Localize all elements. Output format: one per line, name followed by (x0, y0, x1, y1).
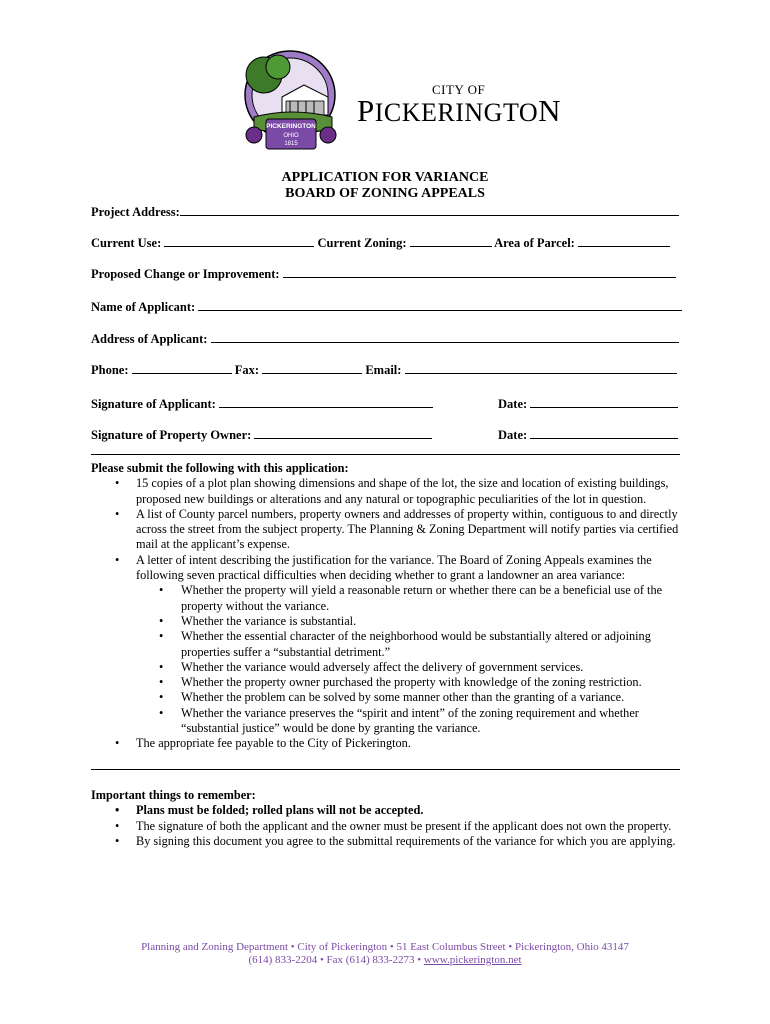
city-seal-graphic (232, 45, 362, 155)
list-item-text: The appropriate fee payable to the City of Pickerington. (136, 736, 411, 751)
list-item (91, 553, 681, 737)
phone-label: Phone: (91, 363, 129, 377)
list-item (91, 834, 681, 849)
sub-list-item-text: Whether the variance preserves the “spirit and intent” of the zoning requirement and whether “substantial justice” would be done by granting the variance. (181, 705, 639, 736)
city-name-wordmark (357, 93, 561, 129)
city-name-final: N (538, 93, 562, 128)
applicant-name-row (91, 298, 682, 315)
seal-ring-text: PICKERINGTON (266, 123, 316, 130)
applicant-date-field[interactable] (530, 395, 678, 408)
applicant-name-field[interactable] (198, 298, 682, 311)
owner-date-field[interactable] (530, 426, 678, 439)
project-address-row (91, 203, 679, 220)
email-field[interactable] (405, 361, 677, 374)
seal-year-text: 1815 (284, 141, 298, 147)
applicant-signature-field[interactable] (219, 395, 433, 408)
city-name-initial: P (357, 93, 375, 128)
list-item-text: 15 copies of a plot plan showing dimensions and shape of the lot, the size and location of existing buildings, proposed new buildings or alterations and any natural or topographic peculiarities of the lot in question. (136, 476, 669, 506)
submission-requirements (91, 461, 681, 752)
sub-list-item-text: Whether the property owner purchased the property with knowledge of the zoning restriction. (181, 675, 642, 690)
project-address-field[interactable] (180, 203, 679, 216)
owner-date-row (498, 426, 678, 443)
fax-label: Fax: (234, 363, 260, 377)
important-notes (91, 788, 681, 849)
current-use-field[interactable] (164, 234, 314, 247)
footer-phone-fax: (614) 833-2204 • Fax (614) 833-2273 • (248, 954, 424, 966)
proposed-change-label: Proposed Change or Improvement: (91, 267, 280, 281)
owner-signature-label: Signature of Property Owner: (91, 428, 252, 442)
proposed-change-row (91, 265, 676, 282)
proposed-change-field[interactable] (283, 265, 676, 278)
list-item (91, 736, 681, 751)
current-use-label: Current Use: (91, 236, 162, 250)
divider-top (91, 454, 680, 455)
owner-signature-row (91, 426, 432, 443)
city-name-middle: ICKERINGTO (374, 98, 539, 127)
list-item-text: The signature of both the applicant and the owner must be present if the applicant does not own the property. (136, 818, 672, 833)
city-of-label: CITY OF (432, 82, 486, 97)
owner-date-label: Date: (498, 428, 528, 442)
website-link[interactable]: www.pickerington.net (423, 954, 522, 966)
applicant-signature-label: Signature of Applicant: (91, 397, 216, 411)
email-label: Email: (365, 363, 402, 377)
sub-list-item (91, 675, 681, 690)
list-item (91, 803, 681, 818)
area-of-parcel-label: Area of Parcel: (494, 236, 575, 250)
applicant-address-field[interactable] (211, 330, 679, 343)
submission-heading: Please submit the following with this application: (91, 461, 349, 475)
applicant-address-row (91, 330, 679, 347)
area-of-parcel-field[interactable] (578, 234, 670, 247)
phone-field[interactable] (132, 361, 232, 374)
sub-list-item-text: Whether the essential character of the neighborhood would be substantially altered or adjoining properties suffer a “substantial detriment.” (181, 629, 651, 659)
important-heading: Important things to remember: (91, 788, 256, 802)
sub-list-item-text: Whether the property will yield a reasonable return or whether there can be a beneficial use of the property without the variance. (181, 583, 663, 613)
list-item-text: Plans must be folded; rolled plans will not be accepted. (136, 803, 424, 818)
applicant-date-label: Date: (498, 397, 528, 411)
divider-bottom (91, 769, 680, 770)
sub-list-item (91, 629, 681, 660)
footer (0, 941, 770, 967)
use-zoning-area-row (91, 234, 670, 251)
form-title: APPLICATION FOR VARIANCE (281, 170, 489, 185)
sub-list-item (91, 660, 681, 675)
applicant-address-label: Address of Applicant: (91, 332, 208, 346)
sub-list-item-text: Whether the problem can be solved by some manner other than the granting of a variance. (181, 690, 625, 705)
sub-list-item (91, 583, 681, 614)
list-item-text: A letter of intent describing the justification for the variance. The Board of Zoning Appeals examines the following seven practical difficulties when deciding whether to grant a landowner an area variance: (136, 552, 652, 583)
fax-field[interactable] (262, 361, 362, 374)
list-item (91, 819, 681, 834)
applicant-signature-row (91, 395, 433, 412)
applicant-date-row (498, 395, 678, 412)
sub-list-item-text: Whether the variance would adversely affect the delivery of government services. (181, 659, 584, 674)
sub-list-item (91, 706, 681, 737)
city-logo-seal (232, 45, 362, 155)
list-item-text: By signing this document you agree to the submittal requirements of the variance for which you are applying. (136, 833, 676, 848)
contact-row (91, 361, 677, 378)
applicant-name-label: Name of Applicant: (91, 300, 196, 314)
seal-state-text: OHIO (283, 133, 299, 139)
sub-list-item-text: Whether the variance is substantial. (181, 613, 357, 628)
sub-list-item (91, 690, 681, 705)
list-item (91, 476, 681, 507)
list-item (91, 507, 681, 553)
sub-list-item (91, 614, 681, 629)
footer-contact (0, 954, 770, 967)
project-address-label: Project Address: (91, 205, 180, 219)
current-zoning-field[interactable] (410, 234, 492, 247)
form-subtitle: BOARD OF ZONING APPEALS (285, 186, 485, 201)
current-zoning-label: Current Zoning: (317, 236, 407, 250)
owner-signature-field[interactable] (254, 426, 432, 439)
list-item-text: A list of County parcel numbers, property owners and addresses of property within, contiguous to and directly across the street from the subject property. The Planning & Zoning Department will notify parties via certified mail at the applicant’s expense. (136, 506, 679, 552)
footer-address: Planning and Zoning Department • City of Pickerington • 51 East Columbus Street • Pickerington, Ohio 43147 (141, 941, 629, 953)
